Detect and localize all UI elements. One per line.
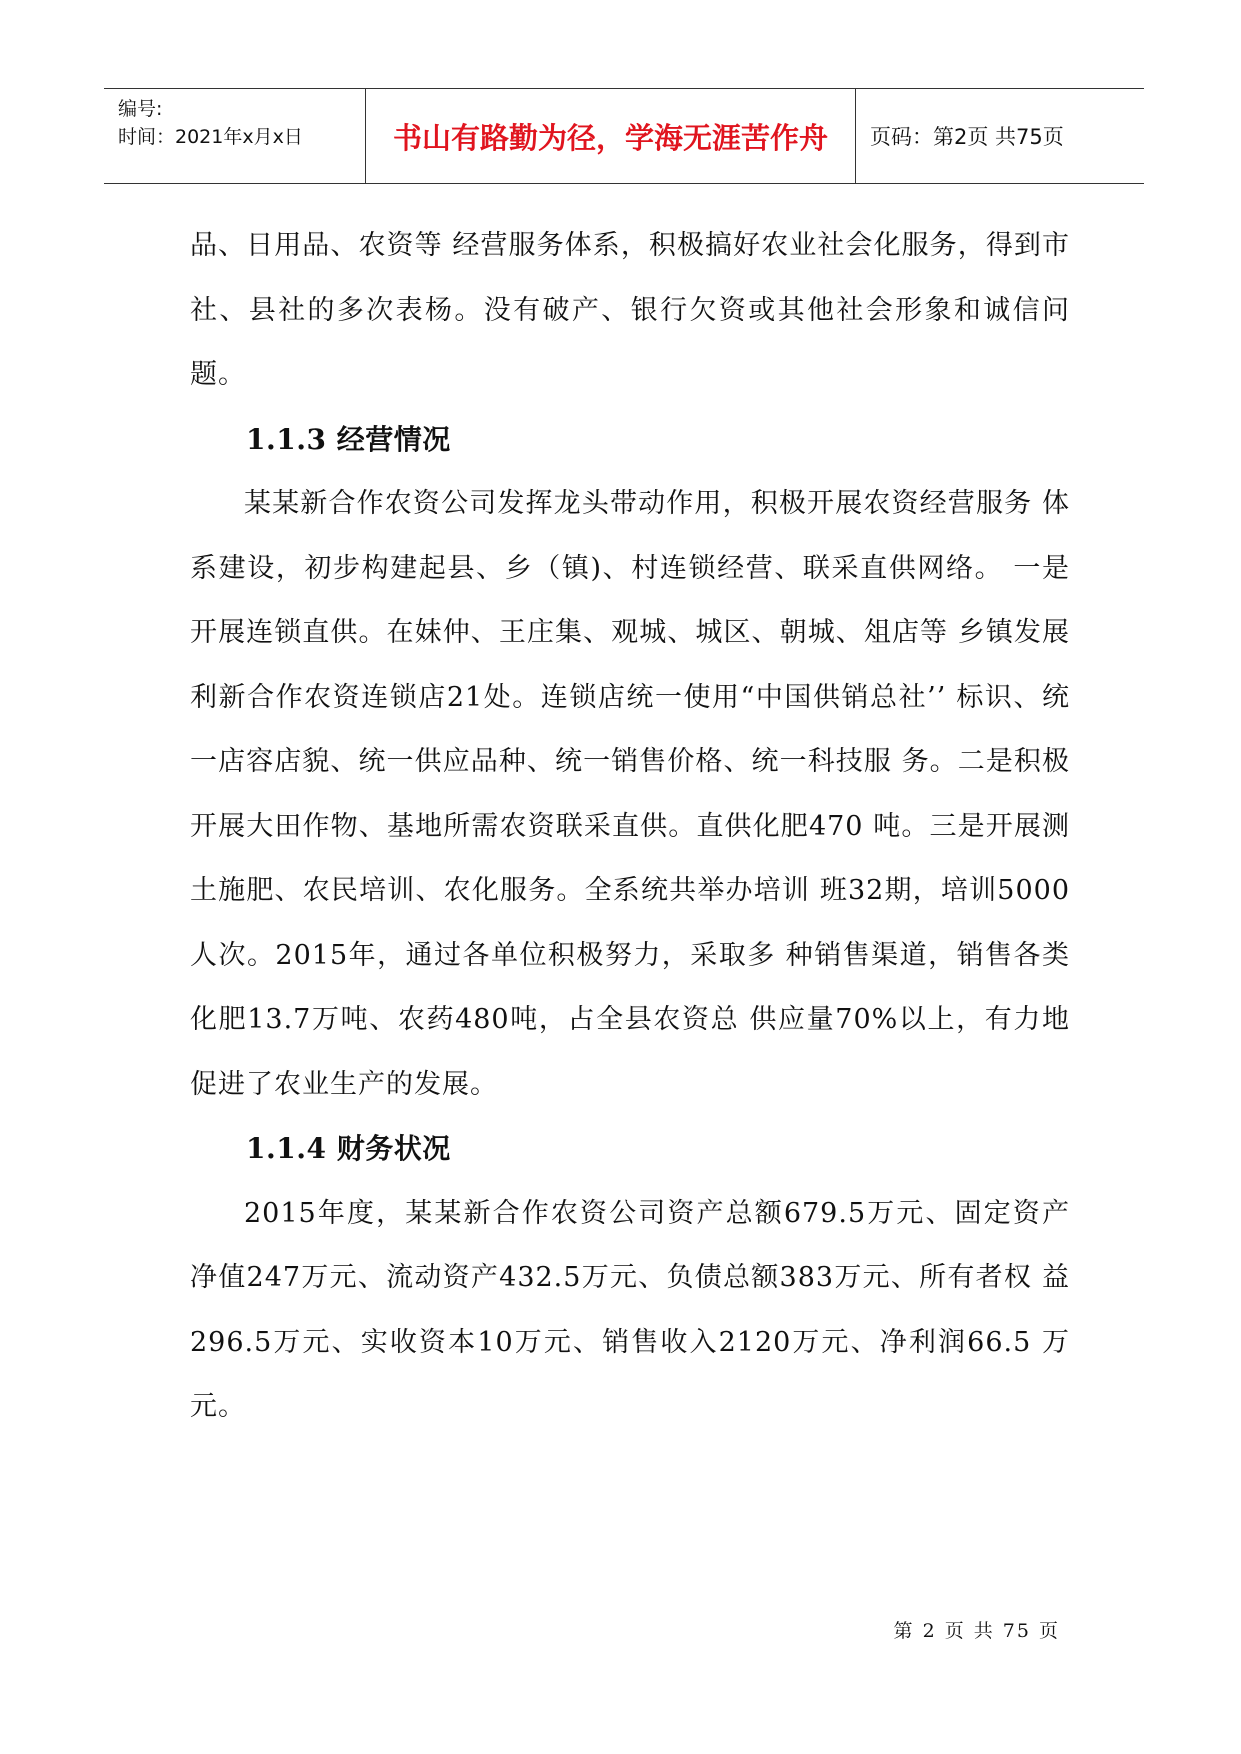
paragraph-continued: 品、日用品、农资等 经营服务体系，积极搞好农业社会化服务，得到市社、县社的多次表杨。没有破产、银行欠资或其他社会形象和诚信问题。 — [190, 230, 1070, 390]
header-motto: 书山有路勤为径，学海无涯苦作舟 — [366, 89, 856, 183]
header-page-number: 页码：第2页 共75页 — [870, 125, 1064, 149]
paragraph-operations: 某某新合作农资公司发挥龙头带动作用，积极开展农资经营服务 体系建设，初步构建起县、乡（镇)、村连锁经营、联采直供网络。 一是开展连锁直供。在妹仲、王庄集、观城、城区、朝城、俎店等 乡镇发展利新合作农资连锁店21处。连锁店统一使用“中国供销总社’’ 标识、统一店容店貌、统一供应品种、统一销售价格、统一科技服 务。二是积极开展大田作物、基地所需农资联采直供。直供化肥470 吨。三是开展测土施肥、农民培训、农化服务。全系统共举办培训 班32期，培训5000人次。2015年，通过各单位积极努力，采取多 种销售渠道，销售各类化肥13.7万吨、农药480吨，占全县农资总 供应量70%以上，有力地促进了农业生产的发展。 — [190, 488, 1070, 1100]
header-info-cell — [104, 89, 366, 183]
document-time-label: 时间：2021年x月x日 — [118, 126, 303, 148]
document-code-label: 编号: — [118, 98, 163, 120]
section-heading-1-1-4: 1.1.4 财务状况 — [246, 1132, 451, 1165]
page-header — [104, 88, 1144, 184]
paragraph-finance: 2015年度，某某新合作农资公司资产总额679.5万元、固定资产 净值247万元、流动资产432.5万元、负债总额383万元、所有者权 益296.5万元、实收资本10万元、销售收入2120万元、净利润66.5 万元。 — [190, 1197, 1070, 1422]
document-body — [190, 214, 1070, 1440]
section-heading-1-1-3: 1.1.3 经营情况 — [246, 422, 451, 456]
page-footer: 第 2 页 共 75 页 — [893, 1620, 1060, 1642]
